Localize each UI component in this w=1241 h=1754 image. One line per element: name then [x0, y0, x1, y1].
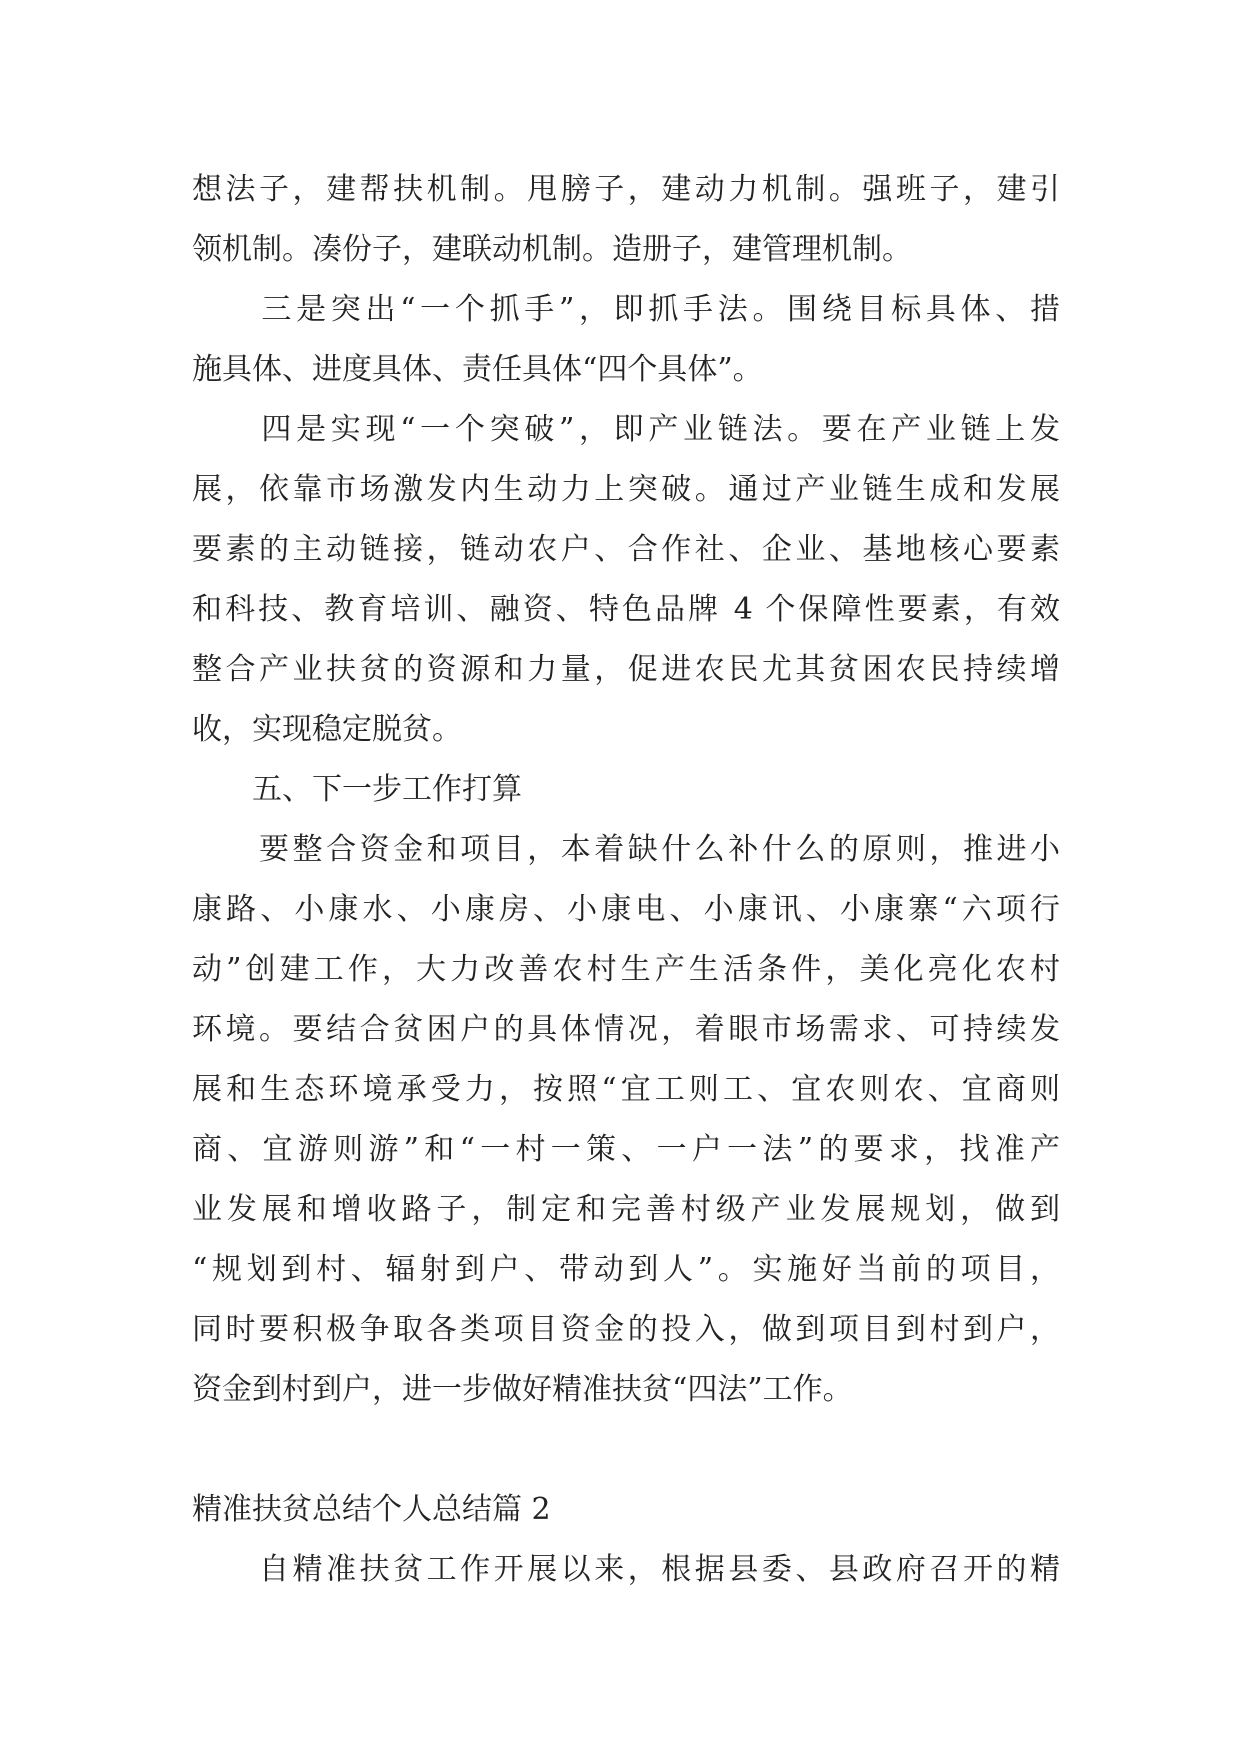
- text-line: 收，实现稳定脱贫。: [192, 712, 462, 747]
- text-line: 同时要积极争取各类项目资金的投入，做到项目到村到户，: [192, 1312, 1060, 1347]
- text-line: 施具体、进度具体、责任具体“四个具体”。: [192, 352, 763, 387]
- text-line: 环境。要结合贫困户的具体情况，着眼市场需求、可持续发: [192, 1012, 1060, 1047]
- text-line: 康路、小康水、小康房、小康电、小康讯、小康寨“六项行: [192, 892, 1060, 927]
- document-body: [192, 160, 1060, 1600]
- text-line: 领机制。凑份子，建联动机制。造册子，建管理机制。: [192, 232, 912, 267]
- article-title: 精准扶贫总结个人总结篇 2: [192, 1492, 551, 1527]
- text-line: 业发展和增收路子，制定和完善村级产业发展规划，做到: [192, 1192, 1060, 1227]
- text-line: 和科技、教育培训、融资、特色品牌 4 个保障性要素，有效: [192, 592, 1060, 627]
- text-line: 商、宜游则游”和“一村一策、一户一法”的要求，找准产: [192, 1132, 1060, 1167]
- text-line: 四是实现“一个突破”，即产业链法。要在产业链上发: [192, 412, 1060, 447]
- text-line: 展，依靠市场激发内生动力上突破。通过产业链生成和发展: [192, 472, 1060, 507]
- paragraph-gap: [192, 1420, 1060, 1480]
- text-line: 自精准扶贫工作开展以来，根据县委、县政府召开的精: [192, 1552, 1060, 1587]
- text-line: 资金到村到户，进一步做好精准扶贫“四法”工作。: [192, 1372, 853, 1407]
- text-line: “规划到村、辐射到户、带动到人”。实施好当前的项目，: [192, 1252, 1060, 1287]
- text-line: 想法子，建帮扶机制。甩膀子，建动力机制。强班子，建引: [192, 172, 1060, 207]
- section-heading: 五、下一步工作打算: [192, 772, 522, 807]
- text-line: 展和生态环境承受力，按照“宜工则工、宜农则农、宜商则: [192, 1072, 1060, 1107]
- text-line: 动”创建工作，大力改善农村生产生活条件，美化亮化农村: [192, 952, 1060, 987]
- text-line: 要素的主动链接，链动农户、合作社、企业、基地核心要素: [192, 532, 1060, 567]
- text-line: 要整合资金和项目，本着缺什么补什么的原则，推进小: [192, 832, 1060, 867]
- text-line: 三是突出“一个抓手”，即抓手法。围绕目标具体、措: [192, 292, 1060, 327]
- text-line: 整合产业扶贫的资源和力量，促进农民尤其贫困农民持续增: [192, 652, 1060, 687]
